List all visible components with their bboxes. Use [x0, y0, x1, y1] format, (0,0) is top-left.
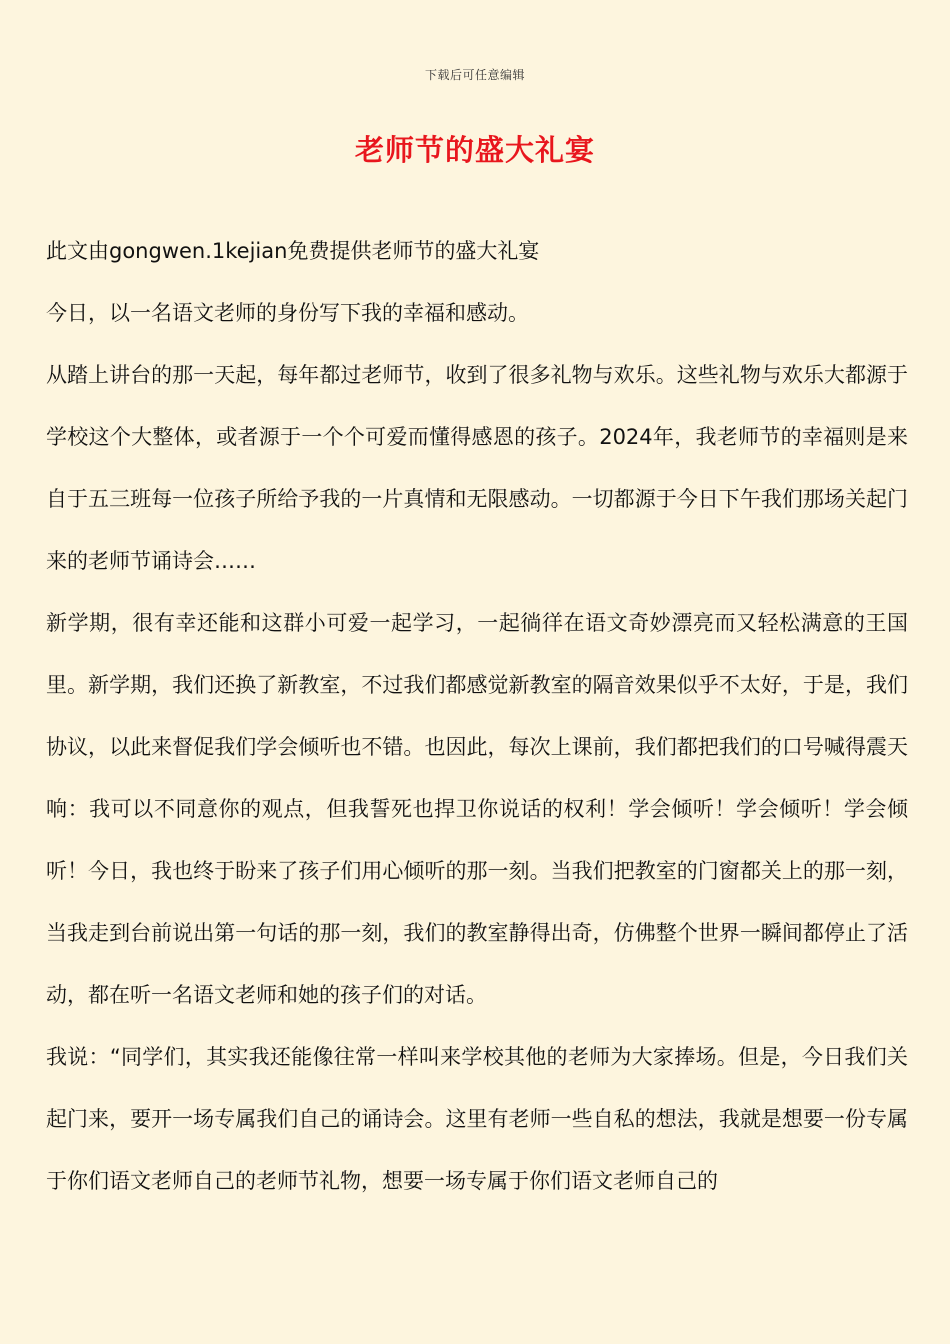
document-title: 老师节的盛大礼宴: [354, 133, 595, 167]
paragraph-source-note: 此文由gongwen.1kejian免费提供老师节的盛大礼宴: [46, 239, 540, 263]
paragraph-intro: 今日，以一名语文老师的身份写下我的幸福和感动。: [46, 301, 529, 325]
paragraph-new-semester: 新学期，很有幸还能和这群小可爱一起学习，一起徜徉在语文奇妙漂亮而又轻松满意的王国里。新学期，我们还换了新教室，不过我们都感觉新教室的隔音效果似乎不太好，于是，我们协议，以此来督促我们学会倾听也不错。也因此，每次上课前，我们都把我们的口号喊得震天响：我可以不同意你的观点，但我誓死也捍卫你说话的权利！学会倾听！学会倾听！学会倾听！今日，我也终于盼来了孩子们用心倾听的那一刻。当我们把教室的门窗都关上的那一刻，当我走到台前说出第一句话的那一刻，我们的教室静得出奇，仿佛整个世界一瞬间都停止了活动，都在听一名语文老师和她的孩子们的对话。: [46, 611, 908, 1007]
header-note: 下载后可任意编辑: [424, 68, 525, 82]
paragraph-quote: 我说：“同学们，其实我还能像往常一样叫来学校其他的老师为大家捧场。但是，今日我们关起门来，要开一场专属我们自己的诵诗会。这里有老师一些自私的想法，我就是想要一份专属于你们语文老师自己的老师节礼物，想要一场专属于你们语文老师自己的: [46, 1045, 908, 1193]
document-body: [46, 220, 908, 1212]
paragraph-teachers-day: 从踏上讲台的那一天起，每年都过老师节，收到了很多礼物与欢乐。这些礼物与欢乐大都源于学校这个大整体，或者源于一个个可爱而懂得感恩的孩子。2024年，我老师节的幸福则是来自于五三班每一位孩子所给予我的一片真情和无限感动。一切都源于今日下午我们那场关起门来的老师节诵诗会……: [46, 363, 908, 573]
